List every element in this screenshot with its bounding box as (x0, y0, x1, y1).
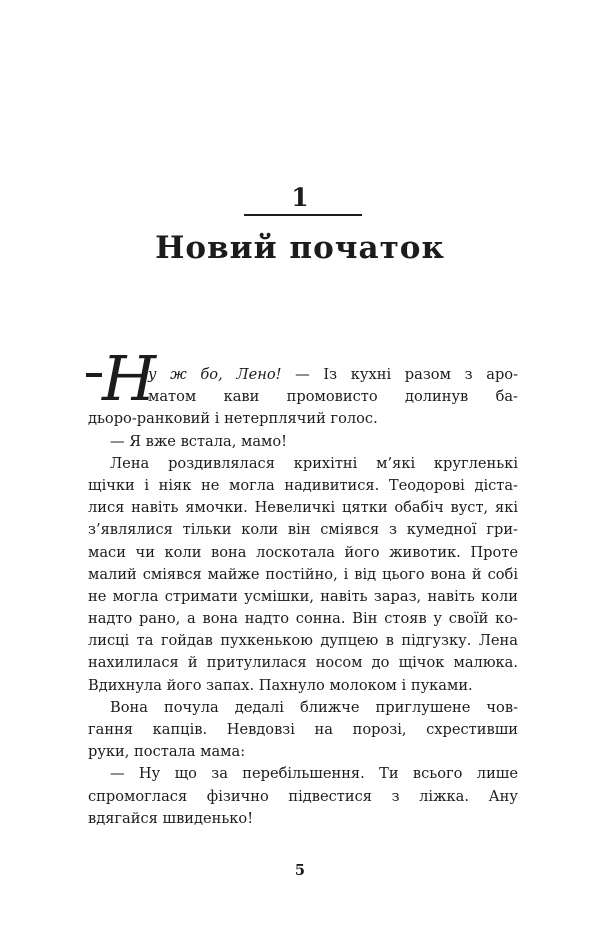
text-line: руки, постала мама: (88, 743, 246, 761)
text-line: гання капців. Невдовзі на порозі, схрестивши (88, 721, 518, 738)
text-line: вдягайся швиденько! (88, 809, 254, 827)
text-line (88, 364, 518, 386)
text-line: не могла стримати усмішки, навіть зараз, навіть коли (88, 587, 518, 605)
text-fragment: — Із кухні разом з аро- (281, 366, 519, 383)
text-line: — Я вже встала, мамо! (110, 432, 288, 450)
chapter-title: Новий початок (155, 230, 445, 266)
text-line: з’являлися тільки коли він сміявся з кумедної гри- (88, 521, 518, 539)
chapter-number: 1 (291, 183, 309, 212)
text-line: маси чи коли вона лоскотала його животик. Проте (88, 543, 518, 561)
text-line: дьоро-ранковий і нетерплячий голос. (88, 410, 378, 428)
text-line: нахилилася й притулилася носом до щічок малюка. (88, 654, 518, 672)
text-line: спромоглася фізично підвестися з ліжка. Ану (88, 787, 518, 805)
text-line: надто рано, а вона надто сонна. Він стояв у своїй ко- (88, 610, 518, 628)
text-line: лисці та гойдав пухкенькою дупцею в підгузку. Лена (88, 632, 518, 650)
drop-cap-letter: Н (102, 342, 157, 415)
chapter-divider (244, 214, 362, 216)
text-line: Вона почула дедалі ближче приглушене чов- (110, 698, 518, 716)
text-line: матом кави промовисто долинув ба- (148, 388, 518, 406)
text-line: лися навіть ямочки. Невеличкі цятки обабіч вуст, які (88, 499, 518, 517)
body-text (88, 364, 518, 830)
text-line: Вдихнула його запах. Пахнуло молоком і пуками. (88, 676, 473, 694)
italic-speech: у ж бо, Лено! (148, 366, 282, 383)
page-number: 5 (294, 862, 306, 879)
text-line: — Ну що за перебільшення. Ти всього лише (110, 765, 518, 783)
text-line: щічки і ніяк не могла надивитися. Теодорові діста- (88, 476, 518, 494)
text-line: малий сміявся майже постійно, і від цього вона й собі (88, 565, 518, 583)
text-line: Лена роздивлялася крихітні м’які кругленькі (110, 454, 518, 472)
